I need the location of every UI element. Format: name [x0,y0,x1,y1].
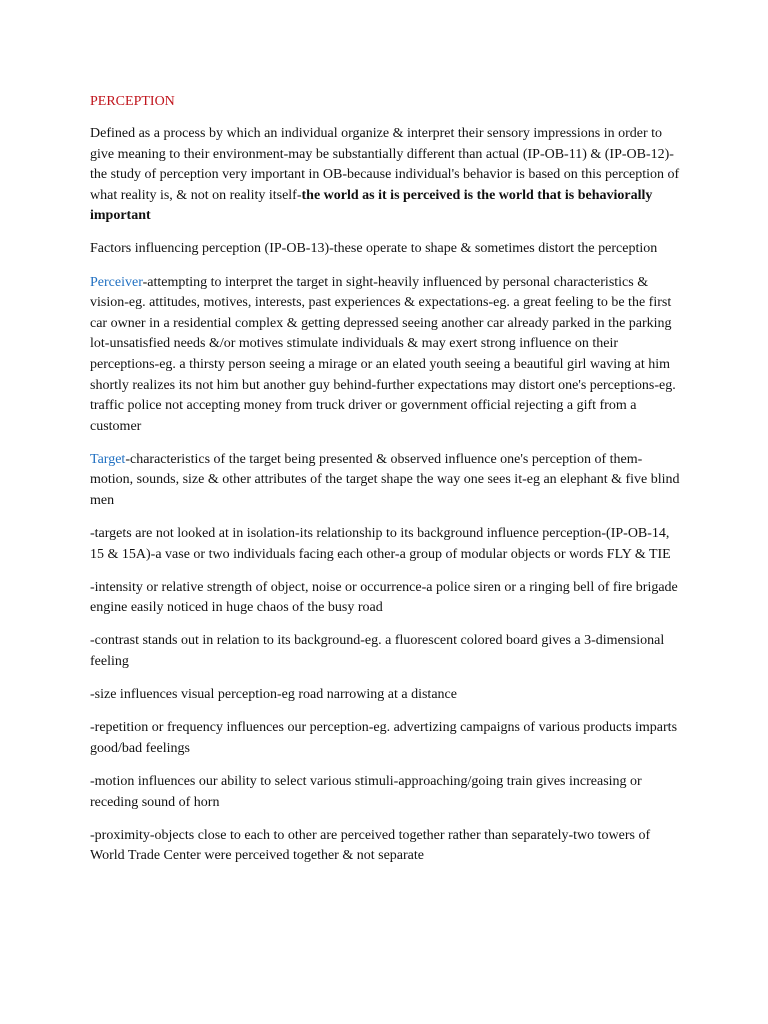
perceiver-paragraph [90,273,680,438]
size-paragraph: -size influences visual perception-eg road narrowing at a distance [90,687,457,703]
paragraph-text: -attempting to interpret the target in sight-heavily influenced by personal characteristics & vision-eg. attitudes, motives, interests, past experiences & expectations-eg. a great feeling to be the first car owner in a residential complex & getting depressed seeing another car already parked in the parking lot-unsatisfied needs &/or motives stimulate individuals & may exert strong influence on their perceptions-eg. a thirsty person seeing a mirage or an elated youth seeing a beautiful girl waving at him shortly realizes its not him but another guy behind-further expectations may distort one's perceptions-eg. traffic police not accepting money from truck driver or government official rejecting a gift from a customer [90,274,676,434]
definition-paragraph [90,124,680,227]
proximity-paragraph: -proximity-objects close to each to other are perceived together rather than separately-two towers of World Trade Center were perceived together & not separate [90,827,651,864]
perceiver-term: Perceiver [90,274,143,290]
intensity-paragraph: -intensity or relative strength of object, noise or occurrence-a police siren or a ringing bell of fire brigade engine easily noticed in huge chaos of the busy road [90,579,678,616]
motion-paragraph: -motion influences our ability to select various stimuli-approaching/going train gives increasing or receding sound of horn [90,773,642,810]
isolation-paragraph: -targets are not looked at in isolation-its relationship to its background influence perception-(IP-OB-14, 15 & 15A)-a vase or two individuals facing each other-a group of modular objects or words FLY & TIE [90,526,671,562]
factors-paragraph: Factors influencing perception (IP-OB-13)-these operate to shape & sometimes distort the perception [90,241,658,257]
page-title: PERCEPTION [90,94,175,109]
repetition-paragraph: -repetition or frequency influences our perception-eg. advertizing campaigns of various products imparts good/bad feelings [90,720,678,756]
target-paragraph [90,450,680,512]
bold-emphasis: the world as it is perceived is the world that is behaviorally important [90,187,653,224]
paragraph-text: -characteristics of the target being presented & observed influence one's perception of them-motion, sounds, size & other attributes of the target shape the way one sees it-eg an elephant & five blind men [90,451,680,508]
document-body [90,92,680,879]
target-term: Target [90,451,126,467]
paragraph-text: Defined as a process by which an individual organize & interpret their sensory impressions in order to give meaning to their environment-may be substantially different than actual (IP-OB-11) & (IP-OB-12)-the study of perception very important in OB-because individual's behavior is based on this perception of what reality is, & not on reality itself- [90,126,680,203]
contrast-paragraph: -contrast stands out in relation to its background-eg. a fluorescent colored board gives a 3-dimensional feeling [90,633,665,670]
